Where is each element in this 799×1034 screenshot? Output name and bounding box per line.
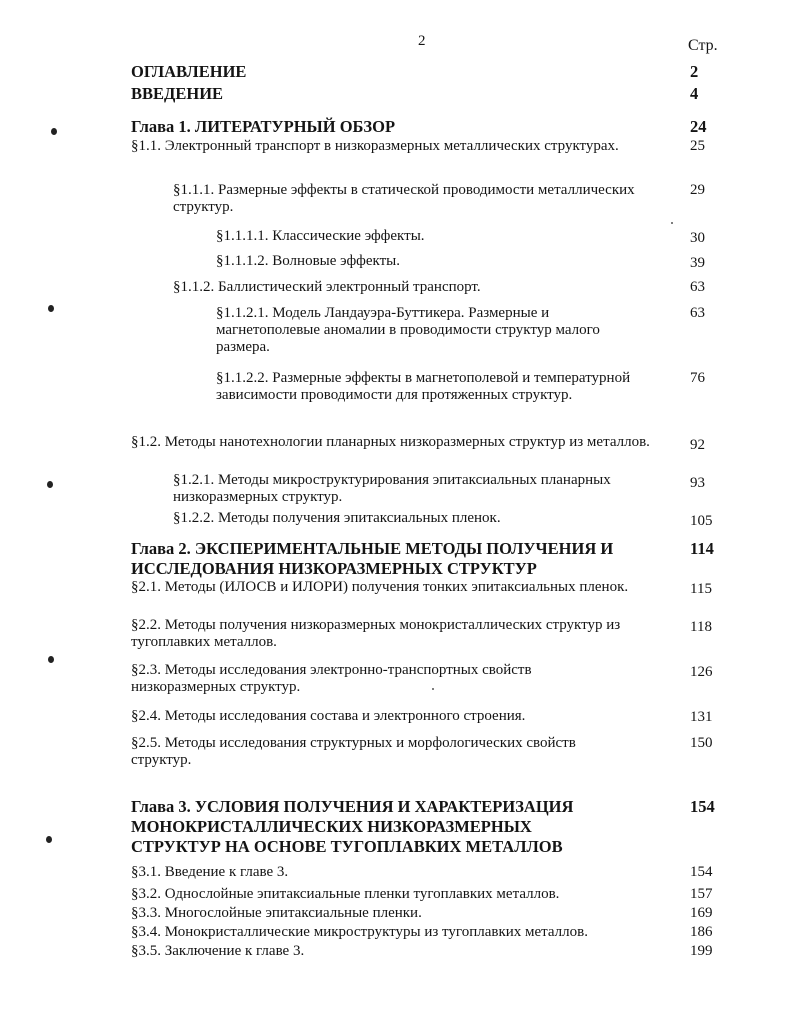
toc-entry-text: ОГЛАВЛЕНИЕ — [131, 62, 247, 81]
toc-entry-text: §1.2.2. Методы получения эпитаксиальных пленок. — [173, 510, 501, 526]
page-number: 2 — [418, 33, 426, 49]
toc-entry-text: §2.3. Методы исследования электронно-транспортных свойств низкоразмерных структур. — [131, 662, 532, 695]
toc-entry-text: §2.1. Методы (ИЛОСВ и ИЛОРИ) получения тонких эпитаксиальных пленок. — [131, 579, 629, 595]
binder-hole-mark — [48, 656, 54, 663]
toc-entry-page: 30 — [690, 230, 705, 246]
scan-speck — [671, 222, 673, 224]
toc-entry-page: 115 — [690, 581, 712, 597]
toc-entry-page: 154 — [690, 797, 715, 816]
toc-entry-page: 2 — [690, 62, 699, 81]
toc-entry-text: §3.1. Введение к главе 3. — [131, 864, 289, 880]
toc-entry-text: §2.4. Методы исследования состава и электронного строения. — [131, 708, 526, 724]
toc-entry-page: 93 — [690, 475, 705, 491]
toc-entry-text: Глава 2. ЭКСПЕРИМЕНТАЛЬНЫЕ МЕТОДЫ ПОЛУЧЕНИЯ И ИССЛЕДОВАНИЯ НИЗКОРАЗМЕРНЫХ СТРУКТУР — [131, 539, 614, 578]
scan-speck — [432, 688, 434, 690]
toc-entry-page: 29 — [690, 182, 705, 198]
binder-hole-mark — [47, 481, 53, 488]
toc-entry-text: ВВЕДЕНИЕ — [131, 84, 224, 103]
page-column-label: Стр. — [688, 37, 718, 54]
toc-entry-page: 4 — [690, 84, 699, 103]
toc-entry-page: 126 — [690, 664, 713, 680]
toc-entry-text: §1.1.2. Баллистический электронный транспорт. — [173, 279, 481, 295]
toc-entry-text: §3.4. Монокристаллические микроструктуры из тугоплавких металлов. — [131, 924, 588, 940]
toc-entry-text: §1.1.1. Размерные эффекты в статической проводимости металлических структур. — [173, 182, 635, 215]
toc-entry-page: 118 — [690, 619, 712, 635]
toc-entry-page: 24 — [690, 117, 707, 136]
toc-entry-page: 199 — [690, 943, 713, 959]
binder-hole-mark — [46, 836, 52, 843]
toc-entry-page: 154 — [690, 864, 713, 880]
toc-entry-page: 25 — [690, 138, 705, 154]
toc-entry-page: 157 — [690, 886, 713, 902]
binder-hole-mark — [48, 305, 54, 312]
toc-entry-page: 92 — [690, 437, 705, 453]
toc-entry-page: 63 — [690, 279, 705, 295]
toc-entry-text: §1.2.1. Методы микроструктурирования эпитаксиальных планарных низкоразмерных структур. — [173, 472, 611, 505]
toc-entry-text: §2.5. Методы исследования структурных и морфологических свойств структур. — [131, 735, 576, 768]
toc-entry-page: 150 — [690, 735, 713, 751]
toc-entry-page: 105 — [690, 513, 713, 529]
toc-entry-page: 169 — [690, 905, 713, 921]
toc-entry-text: §1.1. Электронный транспорт в низкоразмерных металлических структурах. — [131, 138, 619, 154]
toc-entry-text: §1.2. Методы нанотехнологии планарных низкоразмерных структур из металлов. — [131, 434, 650, 450]
toc-entry-page: 114 — [690, 539, 714, 558]
binder-hole-mark — [51, 128, 57, 135]
toc-entry-page: 39 — [690, 255, 705, 271]
toc-entry-text: Глава 3. УСЛОВИЯ ПОЛУЧЕНИЯ И ХАРАКТЕРИЗАЦИЯ МОНОКРИСТАЛЛИЧЕСКИХ НИЗКОРАЗМЕРНЫХ СТРУКТУР НА ОСНОВЕ ТУГОПЛАВКИХ МЕТАЛЛОВ — [131, 797, 574, 856]
toc-entry-text: §3.5. Заключение к главе 3. — [131, 943, 305, 959]
toc-entry-text: §1.1.1.1. Классические эффекты. — [216, 228, 425, 244]
toc-entry-text: §1.1.2.2. Размерные эффекты в магнетополевой и температурной зависимости проводимости для протяженных структур. — [216, 370, 631, 403]
toc-entry-text: §2.2. Методы получения низкоразмерных монокристаллических структур из тугоплавких металлов. — [131, 617, 621, 650]
toc-entry-page: 63 — [690, 305, 705, 321]
toc-entry-text: §3.3. Многослойные эпитаксиальные пленки. — [131, 905, 422, 921]
toc-entry-page: 131 — [690, 709, 713, 725]
toc-entry-text: §3.2. Однослойные эпитаксиальные пленки тугоплавких металлов. — [131, 886, 560, 902]
toc-entry-text: Глава 1. ЛИТЕРАТУРНЫЙ ОБЗОР — [131, 117, 396, 136]
toc-entry-text: §1.1.2.1. Модель Ландауэра-Буттикера. Размерные и магнетополевые аномалии в проводимости структур малого размера. — [216, 305, 600, 355]
toc-entry-page: 186 — [690, 924, 713, 940]
toc-entry-page: 76 — [690, 370, 705, 386]
toc-entry-text: §1.1.1.2. Волновые эффекты. — [216, 253, 400, 269]
